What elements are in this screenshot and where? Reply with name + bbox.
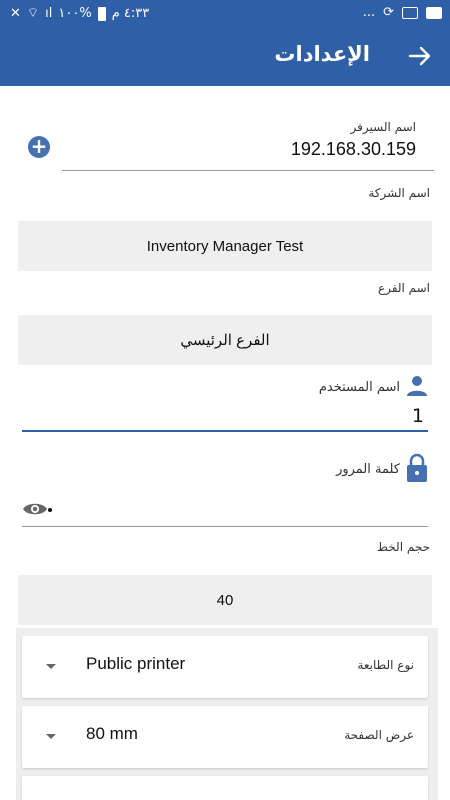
server-underline <box>62 170 434 171</box>
back-arrow-icon[interactable] <box>408 42 432 70</box>
company-label: اسم الشركة <box>368 186 430 200</box>
page-width-select[interactable] <box>22 706 428 768</box>
eye-icon[interactable] <box>22 500 48 518</box>
wifi-icon: ⌔ <box>26 6 40 21</box>
font-size-field[interactable]: 40 <box>18 575 432 625</box>
status-bar <box>0 0 450 28</box>
branch-field[interactable]: الفرع الرئيسي <box>18 315 432 365</box>
status-time: ٤:٣٣ م <box>111 6 150 21</box>
status-dots: ... <box>362 5 376 20</box>
person-icon <box>406 375 428 397</box>
server-label: اسم السيرفر <box>350 120 416 134</box>
battery-icon <box>98 7 106 21</box>
app-bar <box>0 28 450 86</box>
font-size-label: حجم الخط <box>376 540 430 554</box>
username-input[interactable]: 1 <box>411 405 424 427</box>
chevron-down-icon <box>46 664 56 669</box>
youtube-icon <box>426 7 442 19</box>
printer-type-select[interactable] <box>22 636 428 698</box>
password-label: كلمة المرور <box>336 462 400 477</box>
printer-type-value: Public printer <box>86 654 186 673</box>
sync-icon: ⟳ <box>383 5 394 20</box>
add-server-button[interactable]: + <box>28 136 50 158</box>
chevron-down-icon <box>46 734 56 739</box>
printer-type-label: نوع الطابعة <box>357 658 414 672</box>
branch-label: اسم الفرع <box>377 281 430 295</box>
status-left <box>10 5 149 23</box>
status-right <box>363 4 442 22</box>
password-underline <box>22 526 428 527</box>
signal-icon: ıl <box>45 6 53 21</box>
username-underline <box>22 430 428 432</box>
server-input[interactable]: 192.168.30.159 <box>290 139 416 159</box>
password-input[interactable] <box>48 508 52 512</box>
next-setting-card[interactable] <box>22 776 428 800</box>
gallery-icon <box>402 7 418 19</box>
username-label: اسم المستخدم <box>318 380 400 395</box>
page-title: الإعدادات <box>274 42 370 66</box>
lock-icon <box>406 453 428 483</box>
battery-percent: %١٠٠ <box>58 6 92 21</box>
company-field[interactable]: Inventory Manager Test <box>18 221 432 271</box>
page-width-value: 80 mm <box>86 724 138 743</box>
page-width-label: عرض الصفحة <box>344 728 414 742</box>
mute-icon: ✕ <box>10 6 21 21</box>
